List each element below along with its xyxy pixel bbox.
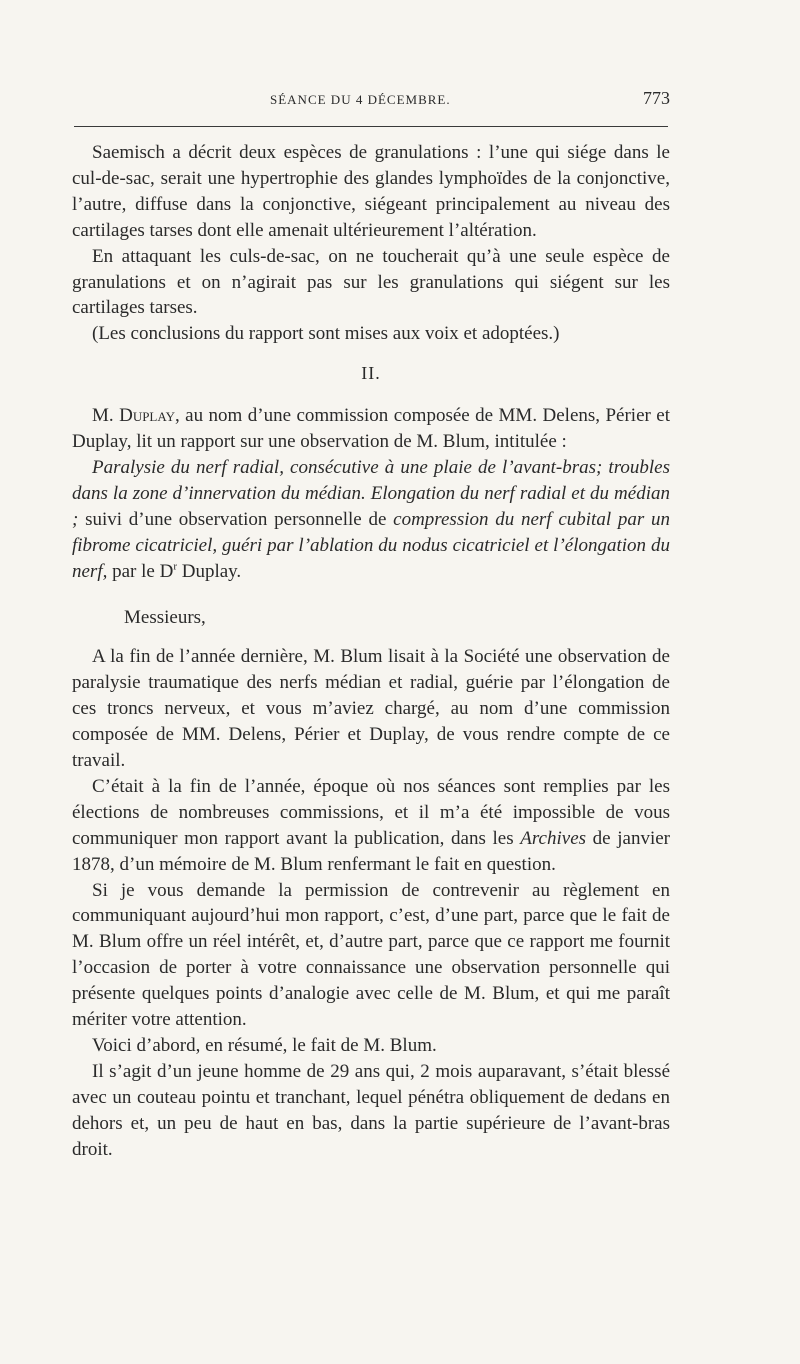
report-title: [72, 455, 670, 585]
author-name: Duplay: [119, 405, 175, 427]
title-part-4: par le D: [107, 560, 174, 582]
intro-prefix: M.: [92, 405, 120, 427]
paragraph-resume: Voici d’abord, en résumé, le fait de M. Blum.: [92, 1035, 437, 1056]
title-part-2: suivi d’une observation personnelle de: [78, 508, 394, 530]
page-body: [72, 140, 670, 1163]
page-number: 773: [643, 88, 670, 108]
paragraph-permission: Si je vous demande la permission de contrevenir au règlement en communiquant aujourd’hui mon rapport, c’est, d’une part, parce que le fait de M. Blum offre un réel intérêt, et, d’autre part, parce que ce rapport me fournit l’occasion de porter à votre connaissance une observation personnelle qui présente quelques points d’analogie avec celle de M. Blum, et qui me paraît mériter votre attention.: [72, 879, 670, 1031]
title-part-5: Duplay.: [176, 560, 242, 582]
title-part-1: Paralysie du nerf radial, consécutive à une plaie de l’avant-bras; troubles dans la zone d’innervation du médian. Elongation du nerf radial et du médian ;: [72, 456, 670, 530]
paragraph-saemisch: Saemisch a décrit deux espèces de granulations : l’une qui siége dans le cul-de-sac, serait une hypertrophie des glandes lymphoïdes de la conjonctive, l’autre, diffuse dans la conjonctive, siégeant principalement au niveau des cartilages tarses dont elle amenait ultérieurement l’altération.: [72, 142, 670, 241]
title-part-3: compression du nerf cubital par un fibrome cicatriciel, guéri par l’ablation du nodus cicatriciel et l’élongation du nerf,: [72, 508, 670, 582]
salutation: Messieurs,: [124, 606, 206, 628]
header-rule: [74, 126, 668, 127]
archives-title: Archives: [520, 827, 587, 849]
running-head: SÉANCE DU 4 DÉCEMBRE.: [270, 92, 451, 107]
b2-pre: C’était à la fin de l’année, époque où nos séances sont remplies par les élections de nombreuses commissions, et il m’a été impossible de vous communiquer mon rapport avant la publication, dans les: [72, 775, 670, 849]
paragraph-jeune-homme: Il s’agit d’un jeune homme de 29 ans qui, 2 mois auparavant, s’était blessé avec un couteau pointu et tranchant, lequel pénétra obliquement de dedans en dehors et, un peu de haut en bas, dans la partie supérieure de l’avant-bras droit.: [72, 1060, 670, 1160]
title-sup: r: [173, 560, 177, 573]
paragraph-culs-de-sac: En attaquant les culs-de-sac, on ne toucherait qu’à une seule espèce de granulations et on n’agirait pas sur les granulations qui siégent sur les cartilages tarses.: [72, 245, 670, 319]
page-header: [70, 88, 670, 112]
section-number: II.: [361, 363, 381, 384]
paragraph-blum-intro: A la fin de l’année dernière, M. Blum lisait à la Société une observation de paralysie traumatique des nerfs médian et radial, guérie par l’élongation de ces troncs nerveux, et vous m’aviez chargé, au nom d’une commission composée de MM. Delens, Périer et Duplay, de vous rendre compte de ce travail.: [72, 646, 670, 772]
paragraph-intro: [72, 403, 670, 455]
paragraph-conclusions: (Les conclusions du rapport sont mises aux voix et adoptées.): [92, 323, 560, 345]
b2-post: de janvier 1878, d’un mémoire de M. Blum renfermant le fait en question.: [72, 827, 670, 875]
paragraph-fin-annee: [72, 774, 670, 878]
intro-rest: , au nom d’une commission composée de MM. Delens, Périer et Duplay, lit un rapport sur une observation de M. Blum, intitulée :: [72, 405, 670, 453]
